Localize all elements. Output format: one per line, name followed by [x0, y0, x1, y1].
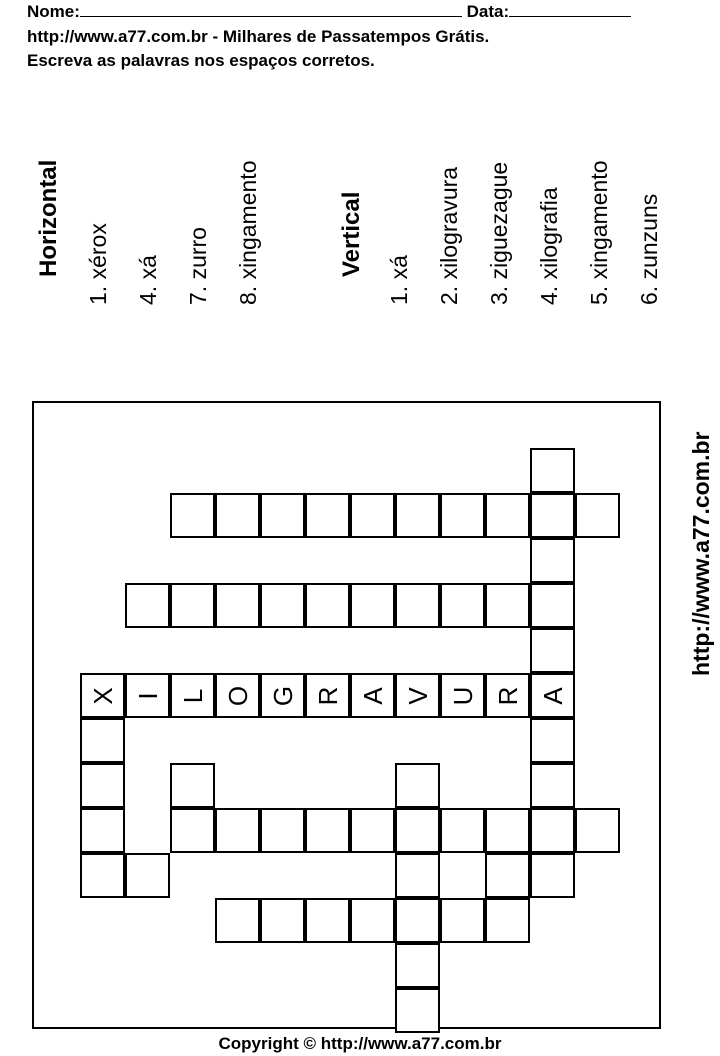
grid-cell[interactable]	[170, 583, 215, 628]
vertical-clue-1: 1. xá	[386, 255, 412, 305]
grid-cell[interactable]	[530, 673, 575, 718]
grid-cell[interactable]	[80, 718, 125, 763]
grid-letter: R	[492, 686, 523, 705]
grid-cell[interactable]	[305, 898, 350, 943]
grid-cell[interactable]	[305, 583, 350, 628]
grid-cell[interactable]	[440, 898, 485, 943]
grid-cell[interactable]	[260, 673, 305, 718]
grid-cell[interactable]	[305, 808, 350, 853]
grid-cell[interactable]	[125, 673, 170, 718]
crossword-board	[32, 401, 661, 1029]
grid-letter: A	[537, 686, 568, 705]
grid-cell[interactable]	[170, 673, 215, 718]
grid-letter: G	[267, 685, 298, 706]
grid-cell[interactable]	[305, 493, 350, 538]
horizontal-heading: Horizontal	[35, 159, 62, 277]
grid-cell[interactable]	[350, 808, 395, 853]
grid-cell[interactable]	[395, 988, 440, 1033]
grid-cell[interactable]	[350, 673, 395, 718]
grid-letter: R	[312, 686, 343, 705]
grid-cell[interactable]	[125, 583, 170, 628]
grid-letter: L	[177, 688, 208, 703]
grid-cell[interactable]	[215, 808, 260, 853]
grid-cell[interactable]	[530, 493, 575, 538]
grid-cell[interactable]	[395, 493, 440, 538]
grid-letter: U	[447, 686, 478, 705]
date-field[interactable]	[509, 2, 631, 17]
instructions: Escreva as palavras nos espaços corretos.	[27, 51, 375, 70]
grid-cell[interactable]	[170, 493, 215, 538]
grid-cell[interactable]	[395, 898, 440, 943]
grid-cell[interactable]	[350, 583, 395, 628]
grid-cell[interactable]	[215, 673, 260, 718]
grid-cell[interactable]	[530, 538, 575, 583]
grid-cell[interactable]	[170, 808, 215, 853]
grid-cell[interactable]	[170, 763, 215, 808]
grid-cell[interactable]	[530, 718, 575, 763]
grid-cell[interactable]	[485, 583, 530, 628]
grid-cell[interactable]	[80, 673, 125, 718]
grid-cell[interactable]	[125, 853, 170, 898]
grid-cell[interactable]	[215, 583, 260, 628]
grid-cell[interactable]	[260, 898, 305, 943]
grid-cell[interactable]	[80, 808, 125, 853]
grid-cell[interactable]	[80, 763, 125, 808]
grid-cell[interactable]	[440, 583, 485, 628]
grid-cell[interactable]	[485, 673, 530, 718]
vertical-clue-3: 3. ziguezague	[486, 161, 512, 305]
grid-cell[interactable]	[440, 673, 485, 718]
vertical-clue-5: 5. xingamento	[586, 160, 612, 305]
grid-cell[interactable]	[575, 493, 620, 538]
grid-cell[interactable]	[260, 808, 305, 853]
vertical-clue-4: 4. xilografia	[536, 187, 562, 305]
grid-cell[interactable]	[305, 673, 350, 718]
grid-letter: A	[357, 686, 388, 705]
grid-cell[interactable]	[530, 448, 575, 493]
grid-cell[interactable]	[260, 493, 305, 538]
grid-cell[interactable]	[530, 628, 575, 673]
vertical-clue-6: 6. zunzuns	[636, 193, 662, 305]
grid-cell[interactable]	[440, 493, 485, 538]
grid-cell[interactable]	[440, 808, 485, 853]
name-line	[27, 2, 631, 22]
vertical-heading: Vertical	[338, 191, 365, 277]
grid-cell[interactable]	[530, 583, 575, 628]
horizontal-clue-4: 4. xá	[135, 255, 161, 305]
grid-cell[interactable]	[350, 898, 395, 943]
grid-cell[interactable]	[485, 898, 530, 943]
grid-cell[interactable]	[530, 853, 575, 898]
grid-cell[interactable]	[395, 808, 440, 853]
grid-letter: O	[222, 685, 253, 706]
grid-cell[interactable]	[395, 943, 440, 988]
date-label: Data:	[466, 2, 510, 21]
copyright-footer: Copyright © http://www.a77.com.br	[218, 1034, 502, 1053]
grid-cell[interactable]	[80, 853, 125, 898]
horizontal-clue-1: 1. xérox	[85, 223, 111, 305]
horizontal-clue-7: 7. zurro	[185, 227, 211, 305]
grid-cell[interactable]	[395, 583, 440, 628]
grid-letter: X	[87, 686, 118, 705]
grid-cell[interactable]	[260, 583, 305, 628]
vertical-clue-2: 2. xilogravura	[436, 166, 462, 305]
horizontal-clue-8: 8. xingamento	[235, 160, 261, 305]
grid-cell[interactable]	[575, 808, 620, 853]
grid-cell[interactable]	[395, 853, 440, 898]
grid-cell[interactable]	[530, 763, 575, 808]
name-label: Nome:	[27, 2, 80, 21]
site-line: http://www.a77.com.br - Milhares de Passatempos Grátis.	[27, 27, 490, 46]
grid-cell[interactable]	[395, 763, 440, 808]
grid-cell[interactable]	[215, 898, 260, 943]
grid-cell[interactable]	[530, 808, 575, 853]
grid-cell[interactable]	[215, 493, 260, 538]
grid-cell[interactable]	[350, 493, 395, 538]
side-url: http://www.a77.com.br	[688, 431, 714, 676]
grid-cell[interactable]	[395, 673, 440, 718]
grid-letter: V	[402, 686, 433, 705]
grid-cell[interactable]	[485, 853, 530, 898]
grid-cell[interactable]	[485, 808, 530, 853]
grid-cell[interactable]	[485, 493, 530, 538]
grid-letter: I	[132, 691, 163, 700]
name-field[interactable]	[80, 2, 462, 17]
